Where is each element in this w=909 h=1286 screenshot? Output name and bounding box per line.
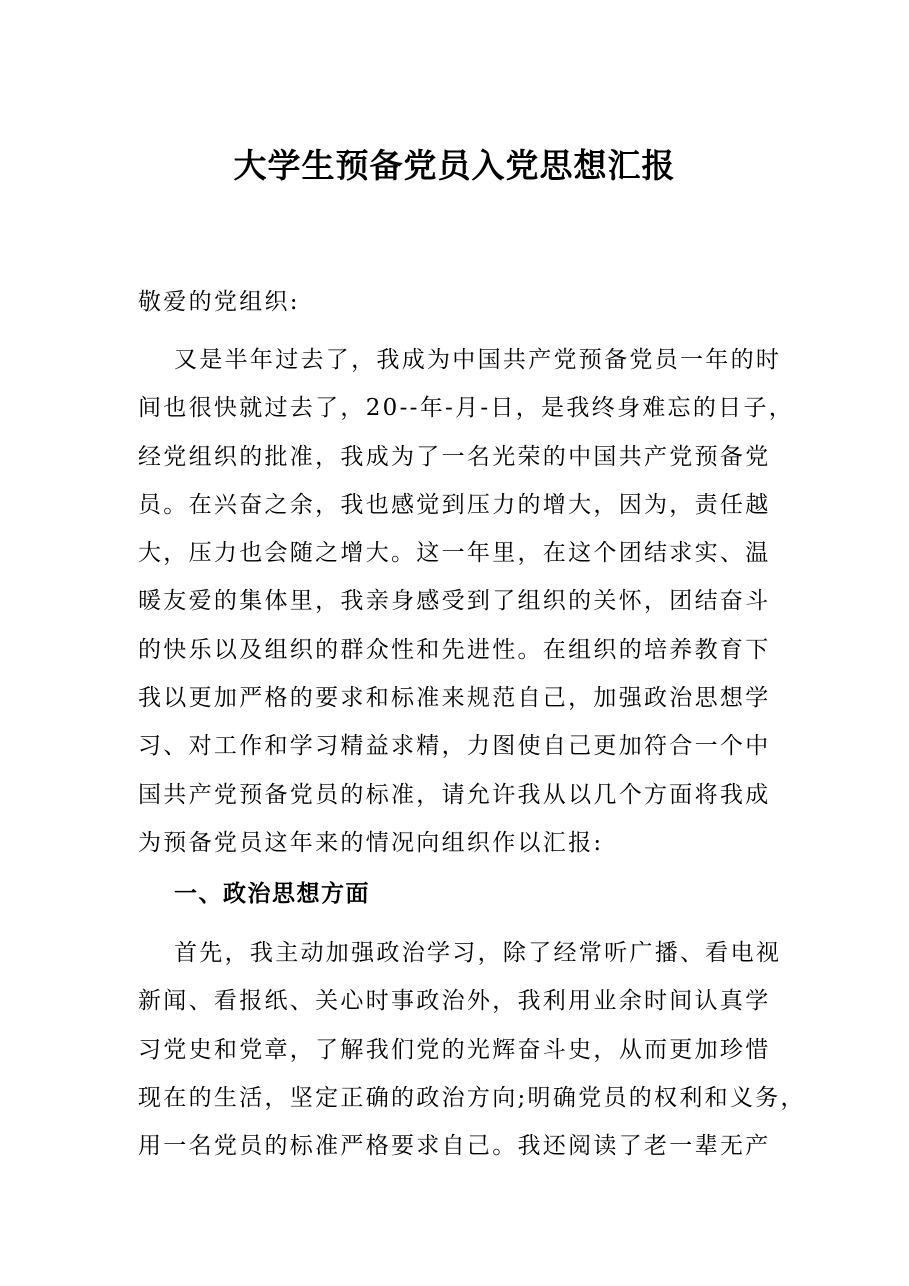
paragraph-line: 我以更加严格的要求和标准来规范自己，加强政治思想学 — [138, 685, 771, 712]
paragraph-line: 习党史和党章，了解我们党的光辉奋斗史，从而更加珍惜 — [138, 1036, 771, 1063]
paragraph-line: 新闻、看报纸、关心时事政治外，我利用业余时间认真学 — [138, 988, 771, 1015]
page-title: 大学生预备党员入党思想汇报 — [233, 146, 676, 185]
paragraph-line: 大，压力也会随之增大。这一年里，在这个团结求实、温 — [138, 540, 771, 567]
paragraph-line: 员。在兴奋之余，我也感觉到压力的增大，因为，责任越 — [138, 491, 771, 518]
paragraph-line: 暖友爱的集体里，我亲身感受到了组织的关怀，团结奋斗 — [138, 588, 771, 615]
paragraph-line: 用一名党员的标准严格要求自己。我还阅读了老一辈无产 — [138, 1133, 771, 1160]
paragraph-line: 为预备党员这年来的情况向组织作以汇报: — [138, 829, 604, 856]
paragraph-2 — [138, 929, 806, 1170]
paragraph-line: 国共产党预备党员的标准，请允许我从以几个方面将我成 — [138, 781, 771, 808]
paragraph-line: 首先，我主动加强政治学习，除了经常听广播、看电视 — [174, 940, 782, 966]
paragraph-line: 又是半年过去了，我成为中国共产党预备党员一年的时 — [174, 347, 782, 373]
paragraph-line: 现在的生活，坚定正确的政治方向;明确党员的权利和义务， — [138, 1084, 806, 1111]
salutation: 敬爱的党组织: — [138, 289, 300, 315]
paragraph-1 — [138, 336, 795, 867]
paragraph-line: 习、对工作和学习精益求精，力图使自己更加符合一个中 — [138, 733, 771, 760]
paragraph-line: 间也很快就过去了，20--年-月-日，是我终身难忘的日子， — [138, 395, 795, 422]
paragraph-line: 经党组织的批准，我成为了一名光荣的中国共产党预备党 — [138, 443, 771, 470]
section-heading: 一、政治思想方面 — [174, 880, 370, 907]
paragraph-line: 的快乐以及组织的群众性和先进性。在组织的培养教育下 — [138, 636, 771, 663]
